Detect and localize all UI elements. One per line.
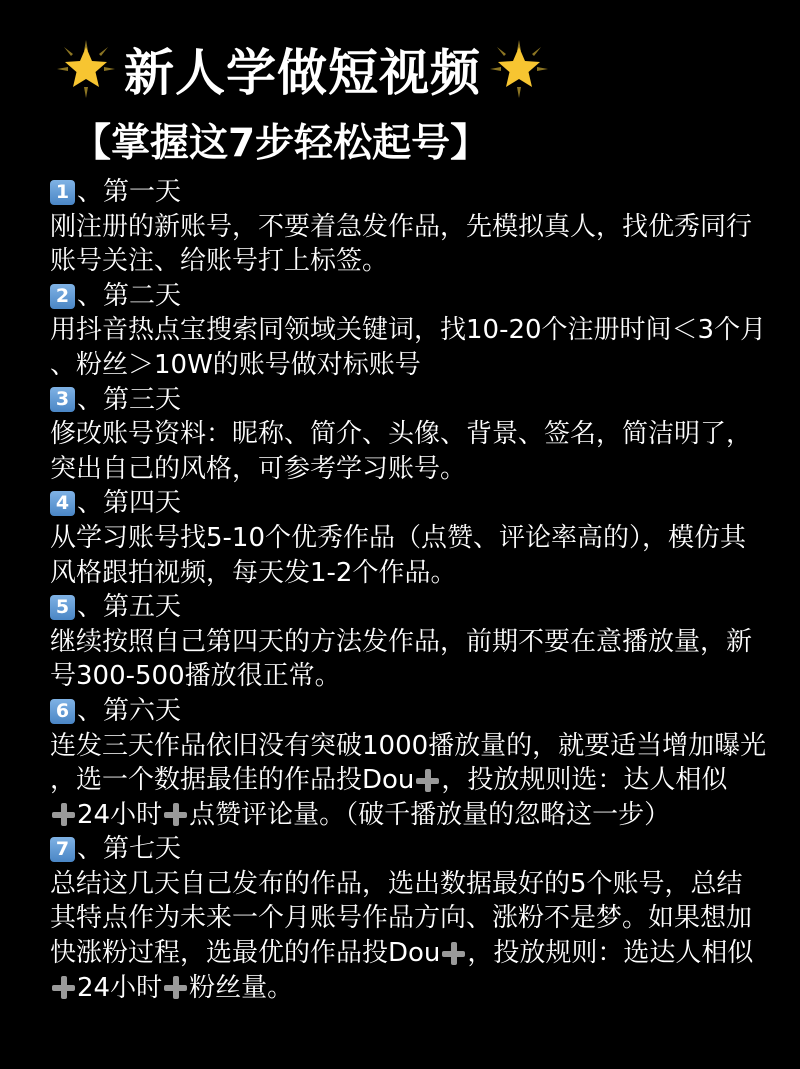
page-subtitle: 【掌握这7步轻松起号】: [72, 121, 490, 166]
step-text: 24小时: [77, 972, 163, 1003]
step-text-line: [50, 936, 754, 971]
step-text: 连发三天作品依旧没有突破1000播放量的，就要适当增加曝光: [50, 730, 767, 761]
page-title: 新人学做短视频: [124, 44, 481, 102]
step-text: ，投放规则选：达人相似: [441, 765, 728, 796]
step-text-line: [50, 798, 750, 833]
step-text: 用抖音热点宝搜索同领域关键词，找10-20个注册时间＜3个月: [50, 315, 767, 346]
step-text: 突出自己的风格，可参考学习账号。: [50, 453, 467, 484]
step-text: ，投放规则：选达人相似: [467, 938, 754, 969]
keycap-1-icon: 1: [50, 180, 75, 205]
step-text: 粉丝量。: [189, 972, 294, 1003]
step-heading: [50, 694, 750, 729]
keycap-4-icon: 4: [50, 491, 75, 516]
heavy-plus-icon: [163, 975, 188, 1000]
step-text: 点赞评论量。（破千播放量的忽略这一步）: [189, 799, 671, 830]
step-title: 、第二天: [77, 280, 182, 311]
step-text-line: [50, 763, 750, 798]
step-text-line: [50, 971, 750, 1006]
heavy-plus-icon: [415, 768, 440, 793]
step-heading: [50, 590, 750, 625]
step-title: 、第一天: [77, 177, 182, 207]
steps-list: [50, 175, 767, 1005]
step-title: 、第七天: [77, 834, 182, 865]
heavy-plus-icon: [163, 802, 188, 827]
step-text: 24小时: [77, 799, 163, 830]
step-text: 、粉丝＞10W的账号做对标账号: [50, 349, 421, 380]
step-text: 总结这几天自己发布的作品，选出数据最好的5个账号，总结: [50, 868, 743, 899]
step-heading: [50, 383, 750, 418]
step-text: 刚注册的新账号，不要着急发作品，先模拟真人，找优秀同行: [50, 211, 753, 242]
step-text: 从学习账号找5-10个优秀作品（点赞、评论率高的），模仿其: [50, 522, 747, 553]
title-row: [56, 32, 549, 106]
step-title: 、第三天: [77, 384, 182, 415]
step-text: 其特点作为未来一个月账号作品方向、涨粉不是梦。如果想加: [50, 903, 753, 934]
step-heading: [50, 832, 750, 867]
glowing-star-icon: [56, 39, 116, 99]
keycap-2-icon: 2: [50, 284, 75, 309]
step-text: 风格跟拍视频，每天发1-2个作品。: [50, 557, 457, 588]
step-text: 账号关注、给账号打上标签。: [50, 246, 389, 277]
step-text: ，选一个数据最佳的作品投Dou: [50, 765, 415, 796]
step-text: 号300-500播放很正常。: [50, 661, 341, 692]
step-heading: [50, 279, 750, 314]
keycap-7-icon: 7: [50, 837, 75, 862]
keycap-6-icon: 6: [50, 699, 75, 724]
step-heading: [50, 175, 750, 210]
glowing-star-icon: [489, 39, 549, 99]
step-text: 继续按照自己第四天的方法发作品，前期不要在意播放量，新: [50, 626, 753, 657]
heavy-plus-icon: [51, 975, 76, 1000]
keycap-5-icon: 5: [50, 595, 75, 620]
step-heading: [50, 486, 750, 521]
step-title: 、第四天: [77, 488, 182, 519]
step-text: 快涨粉过程，选最优的作品投Dou: [50, 938, 441, 969]
step-title: 、第六天: [77, 695, 182, 726]
heavy-plus-icon: [51, 802, 76, 827]
heavy-plus-icon: [441, 941, 466, 966]
step-title: 、第五天: [77, 592, 182, 623]
step-text: 修改账号资料：昵称、简介、头像、背景、签名，简洁明了，: [50, 419, 753, 450]
keycap-3-icon: 3: [50, 387, 75, 412]
